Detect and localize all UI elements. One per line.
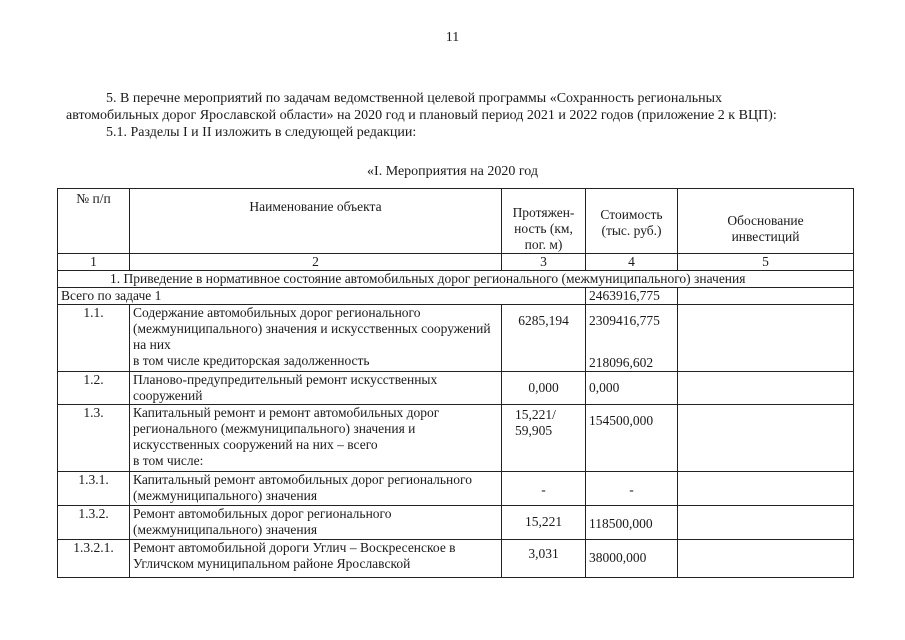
header-name: Наименование объекта xyxy=(130,189,502,254)
col-number-2: 2 xyxy=(130,254,502,271)
table-row xyxy=(58,405,854,472)
table-row xyxy=(58,540,854,578)
col-number-4: 4 xyxy=(586,254,678,271)
row-name: Капитальный ремонт автомобильных дорог регионального (межмуниципального) значения xyxy=(130,472,502,506)
column-numbers-row xyxy=(58,254,854,271)
row-name: Ремонт автомобильной дороги Углич – Воскресенское в Угличском муниципальном районе Ярославской xyxy=(130,540,502,578)
row-length: 15,221/ 59,905 xyxy=(502,405,586,472)
col-number-5: 5 xyxy=(678,254,854,271)
row-num: 1.3.2.1. xyxy=(58,540,130,578)
row-name: Планово-предупредительный ремонт искусственных сооружений xyxy=(130,372,502,405)
row-num: 1.3.1. xyxy=(58,472,130,506)
header-basis: Обоснование инвестиций xyxy=(678,189,854,254)
row-name-text: Капитальный ремонт и ремонт автомобильных дорог регионального (межмуниципального) значения и искусственных сооружений на них – всего xyxy=(133,405,440,452)
row-name-sub: в том числе: xyxy=(133,453,204,468)
row-length: 0,000 xyxy=(502,372,586,405)
row-cost-sub: 218096,602 xyxy=(589,355,654,370)
header-length: Протяжен-ность (км, пог. м) xyxy=(502,189,586,254)
row-name xyxy=(130,405,502,472)
row-length: 3,031 xyxy=(502,540,586,578)
row-num: 1.1. xyxy=(58,305,130,372)
row-num: 1.3.2. xyxy=(58,506,130,540)
task-heading: 1. Приведение в нормативное состояние автомобильных дорог регионального (межмуниципального) значения xyxy=(58,271,854,288)
row-basis xyxy=(678,372,854,405)
row-cost: 154500,000 xyxy=(586,405,678,472)
intro-line-3: 5.1. Разделы I и II изложить в следующей редакции: xyxy=(106,125,417,140)
row-basis xyxy=(678,305,854,372)
row-length: 6285,194 xyxy=(502,305,586,372)
row-basis xyxy=(678,405,854,472)
total-label: Всего по задаче 1 xyxy=(58,288,586,305)
table-row xyxy=(58,372,854,405)
row-name xyxy=(130,305,502,372)
total-basis xyxy=(678,288,854,305)
row-cost: 38000,000 xyxy=(586,540,678,578)
total-cost: 2463916,775 xyxy=(586,288,678,305)
table-row xyxy=(58,305,854,372)
page-number: 11 xyxy=(445,30,460,45)
row-name: Ремонт автомобильных дорог регионального (межмуниципального) значения xyxy=(130,506,502,540)
row-cost xyxy=(586,305,678,372)
intro-line-2: автомобильных дорог Ярославской области» на 2020 год и плановый период 2021 и 2022 годов (приложение 2 к ВЦП): xyxy=(66,108,777,123)
row-basis xyxy=(678,506,854,540)
row-length: - xyxy=(502,472,586,506)
intro-line-1: 5. В перечне мероприятий по задачам ведомственной целевой программы «Сохранность региональных xyxy=(106,91,722,106)
col-number-3: 3 xyxy=(502,254,586,271)
row-cost: 0,000 xyxy=(586,372,678,405)
col-number-1: 1 xyxy=(58,254,130,271)
header-cost: Стоимость (тыс. руб.) xyxy=(586,189,678,254)
header-num: № п/п xyxy=(58,189,130,254)
row-name-sub: в том числе кредиторская задолженность xyxy=(133,353,370,368)
header-row xyxy=(58,189,854,254)
row-cost: 118500,000 xyxy=(586,506,678,540)
row-cost: - xyxy=(586,472,678,506)
row-length: 15,221 xyxy=(502,506,586,540)
total-row xyxy=(58,288,854,305)
row-num: 1.3. xyxy=(58,405,130,472)
measures-table xyxy=(57,188,854,578)
section-title: «I. Мероприятия на 2020 год xyxy=(367,164,538,179)
task-heading-row xyxy=(58,271,854,288)
table-row xyxy=(58,472,854,506)
row-basis xyxy=(678,540,854,578)
table-row xyxy=(58,506,854,540)
row-name-text: Содержание автомобильных дорог регионального (межмуниципального) значения и искусственных сооружений на них xyxy=(133,305,491,352)
row-basis xyxy=(678,472,854,506)
row-cost-main: 2309416,775 xyxy=(589,313,660,328)
row-num: 1.2. xyxy=(58,372,130,405)
